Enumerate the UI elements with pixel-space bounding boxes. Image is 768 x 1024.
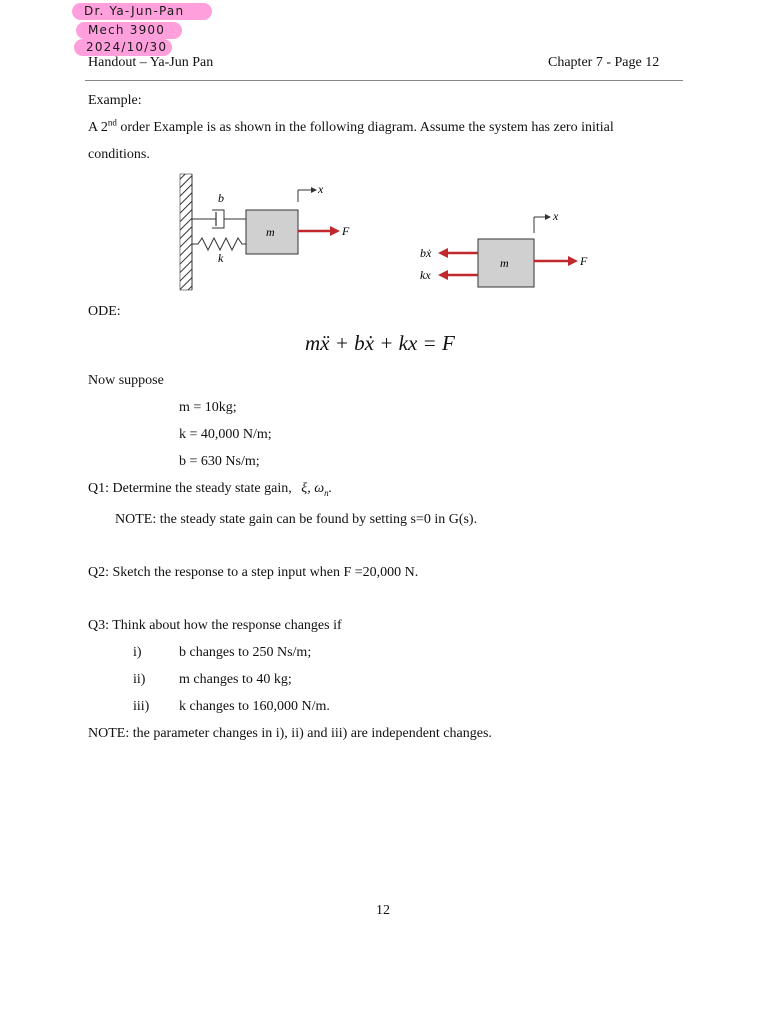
displacement-label: x — [318, 182, 324, 196]
spring-label: k — [218, 251, 224, 265]
header-rule — [85, 80, 683, 81]
fbd-spring-force-label: kx — [420, 268, 431, 282]
q3-item-1-num: i) — [133, 645, 142, 660]
q3-item-1-text: b changes to 250 Ns/m; — [179, 645, 312, 660]
note-1: NOTE: the steady state gain can be found by setting s=0 in G(s). — [115, 512, 478, 527]
annotation-course: Mech 3900 — [88, 23, 166, 37]
fbd-mass-label: m — [500, 256, 509, 270]
q1-symbols-main: ξ, ω — [301, 481, 325, 496]
q1-text: Q1: Determine the steady state gain, — [88, 481, 292, 496]
intro-after: order Example is as shown in the following diagram. Assume the system has zero initial — [116, 120, 614, 135]
header-left: Handout – Ya-Jun Pan — [88, 55, 214, 70]
ode-equation: mẍ + bẋ + kx = F — [305, 331, 455, 355]
mass-spring-damper-diagram — [178, 172, 358, 294]
param-damping: b = 630 Ns/m; — [179, 454, 260, 469]
fbd-force-label: F — [580, 254, 588, 268]
wall — [180, 174, 192, 290]
q3-item-2-text: m changes to 40 kg; — [179, 672, 292, 687]
fbd-damping-force-label: bẋ — [420, 246, 432, 260]
q3-item-3-text: k changes to 160,000 N/m. — [179, 699, 330, 714]
intro-line-2: conditions. — [88, 147, 150, 162]
annotation-name: Dr. Ya-Jun-Pan — [84, 4, 185, 18]
damper-label: b — [218, 191, 224, 205]
q3-item-2-num: ii) — [133, 672, 146, 687]
page-number: 12 — [376, 903, 390, 918]
annotation-date: 2024/10/30 — [86, 40, 168, 54]
spring — [192, 238, 246, 250]
intro-line-1 — [88, 117, 614, 136]
now-suppose: Now suppose — [88, 373, 164, 388]
q3-item-3-num: iii) — [133, 699, 150, 714]
intro-sup: nd — [107, 117, 117, 128]
q3-line: Q3: Think about how the response changes if — [88, 618, 342, 633]
q1-symbols: ξ, $\omega_n$. — [301, 481, 333, 498]
fbd-displacement-label: x — [553, 209, 559, 223]
header-right: Chapter 7 - Page 12 — [548, 55, 660, 70]
q1-symbols-sub: n — [324, 487, 329, 498]
intro-before: A 2 — [88, 120, 108, 135]
example-label: Example: — [88, 93, 142, 108]
mass-label: m — [266, 225, 275, 239]
force-label: F — [342, 224, 350, 238]
ode-label: ODE: — [88, 304, 121, 319]
note-2: NOTE: the parameter changes in i), ii) and iii) are independent changes. — [88, 726, 492, 741]
damper — [192, 210, 246, 228]
free-body-diagram — [412, 205, 598, 295]
param-stiffness: k = 40,000 N/m; — [179, 427, 272, 442]
q2-line: Q2: Sketch the response to a step input when F =20,000 N. — [88, 565, 419, 580]
param-mass: m = 10kg; — [179, 400, 237, 415]
q1-line — [88, 481, 332, 497]
